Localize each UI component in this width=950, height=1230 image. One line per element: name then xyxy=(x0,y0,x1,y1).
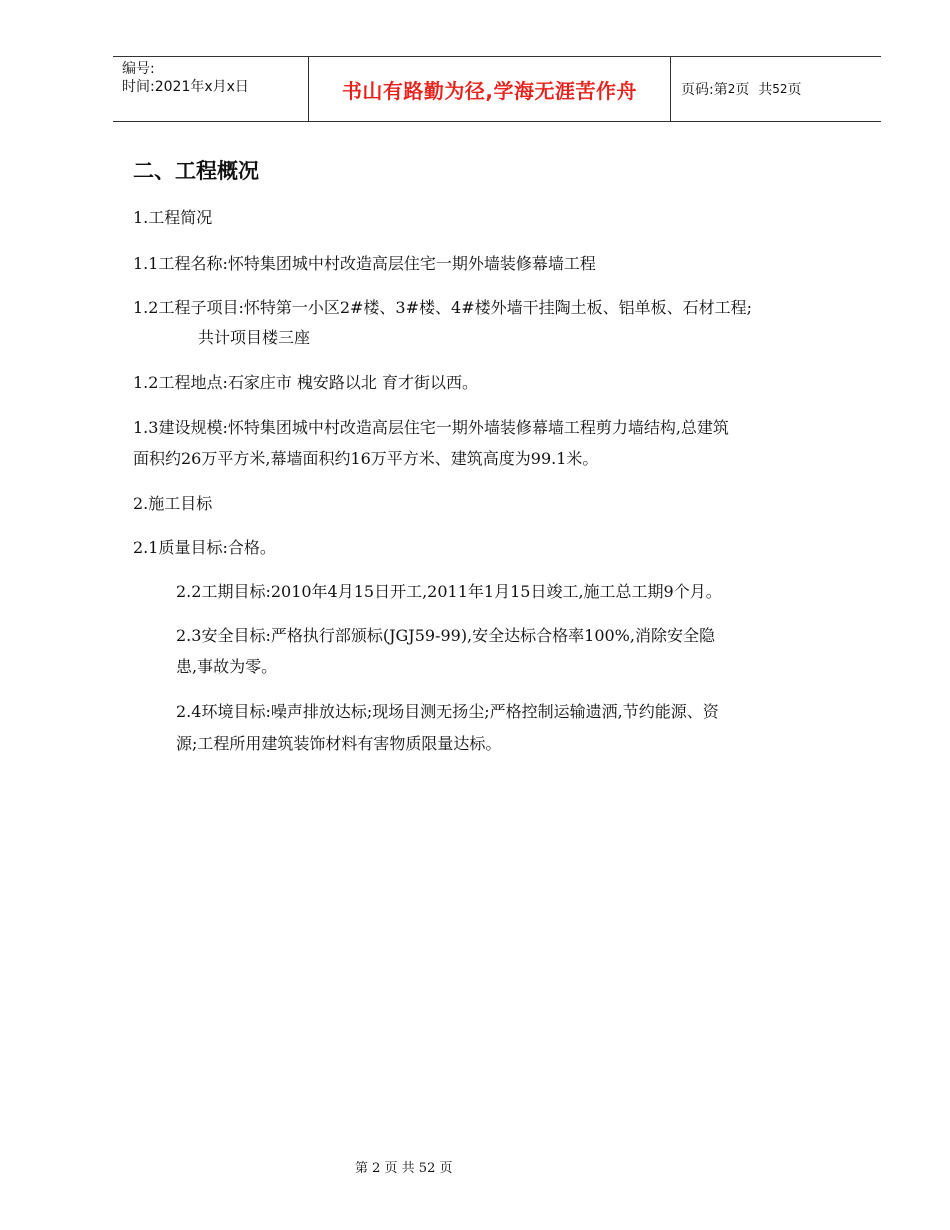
paragraph-project-name: 1.1工程名称:怀特集团城中村改造高层住宅一期外墙装修幕墙工程 xyxy=(133,254,596,273)
doc-date-label: 时间:2021年x月x日 xyxy=(122,79,249,95)
header-page-code xyxy=(671,57,881,121)
header-motto-cell xyxy=(308,57,671,121)
page-code-prefix: 页码:第 xyxy=(681,82,728,98)
paragraph-scale: 1.3建设规模:怀特集团城中村改造高层住宅一期外墙装修幕墙工程剪力墙结构,总建筑 xyxy=(133,418,729,437)
paragraph-environment-goal: 2.4环境目标:噪声排放达标;现场目测无扬尘;严格控制运输遗洒,节约能源、资 xyxy=(176,702,719,721)
paragraph-scale-cont: 面积约26万平方米,幕墙面积约16万平方米、建筑高度为99.1米。 xyxy=(133,449,599,468)
page-code-total: 52 xyxy=(772,82,788,96)
paragraph-subprojects-cont: 共计项目楼三座 xyxy=(198,328,311,347)
paragraph-environment-goal-cont: 源;工程所用建筑装饰材料有害物质限量达标。 xyxy=(176,734,502,753)
paragraph-schedule-goal: 2.2工期目标:2010年4月15日开工,2011年1月15日竣工,施工总工期9个月。 xyxy=(176,582,722,601)
paragraph-quality-goal: 2.1质量目标:合格。 xyxy=(133,538,276,557)
paragraph-safety-goal-cont: 患,事故为零。 xyxy=(176,657,278,676)
paragraph-safety-goal: 2.3安全目标:严格执行部颁标(JGJ59-99),安全达标合格率100%,消除安全隐 xyxy=(176,626,715,645)
section-title: 二、工程概况 xyxy=(133,159,259,183)
paragraph-overview-heading: 1.工程简况 xyxy=(133,208,213,227)
paragraph-subprojects: 1.2工程子项目:怀特第一小区2#楼、3#楼、4#楼外墙干挂陶土板、铝单板、石材工程; xyxy=(133,298,752,317)
paragraph-goals-heading: 2.施工目标 xyxy=(133,494,213,513)
page-code-current: 2 xyxy=(727,82,736,96)
header-meta xyxy=(113,57,308,121)
paragraph-location: 1.2工程地点:石家庄市 槐安路以北 育才街以西。 xyxy=(133,373,479,392)
page-code-mid: 页 共 xyxy=(735,82,773,98)
header-motto: 书山有路勤为径,学海无涯苦作舟 xyxy=(341,78,638,103)
page-code-suffix: 页 xyxy=(787,82,802,98)
page-footer: 第 2 页 共 52 页 xyxy=(355,1161,453,1176)
doc-code-label: 编号: xyxy=(122,61,155,77)
document-header xyxy=(113,56,881,122)
